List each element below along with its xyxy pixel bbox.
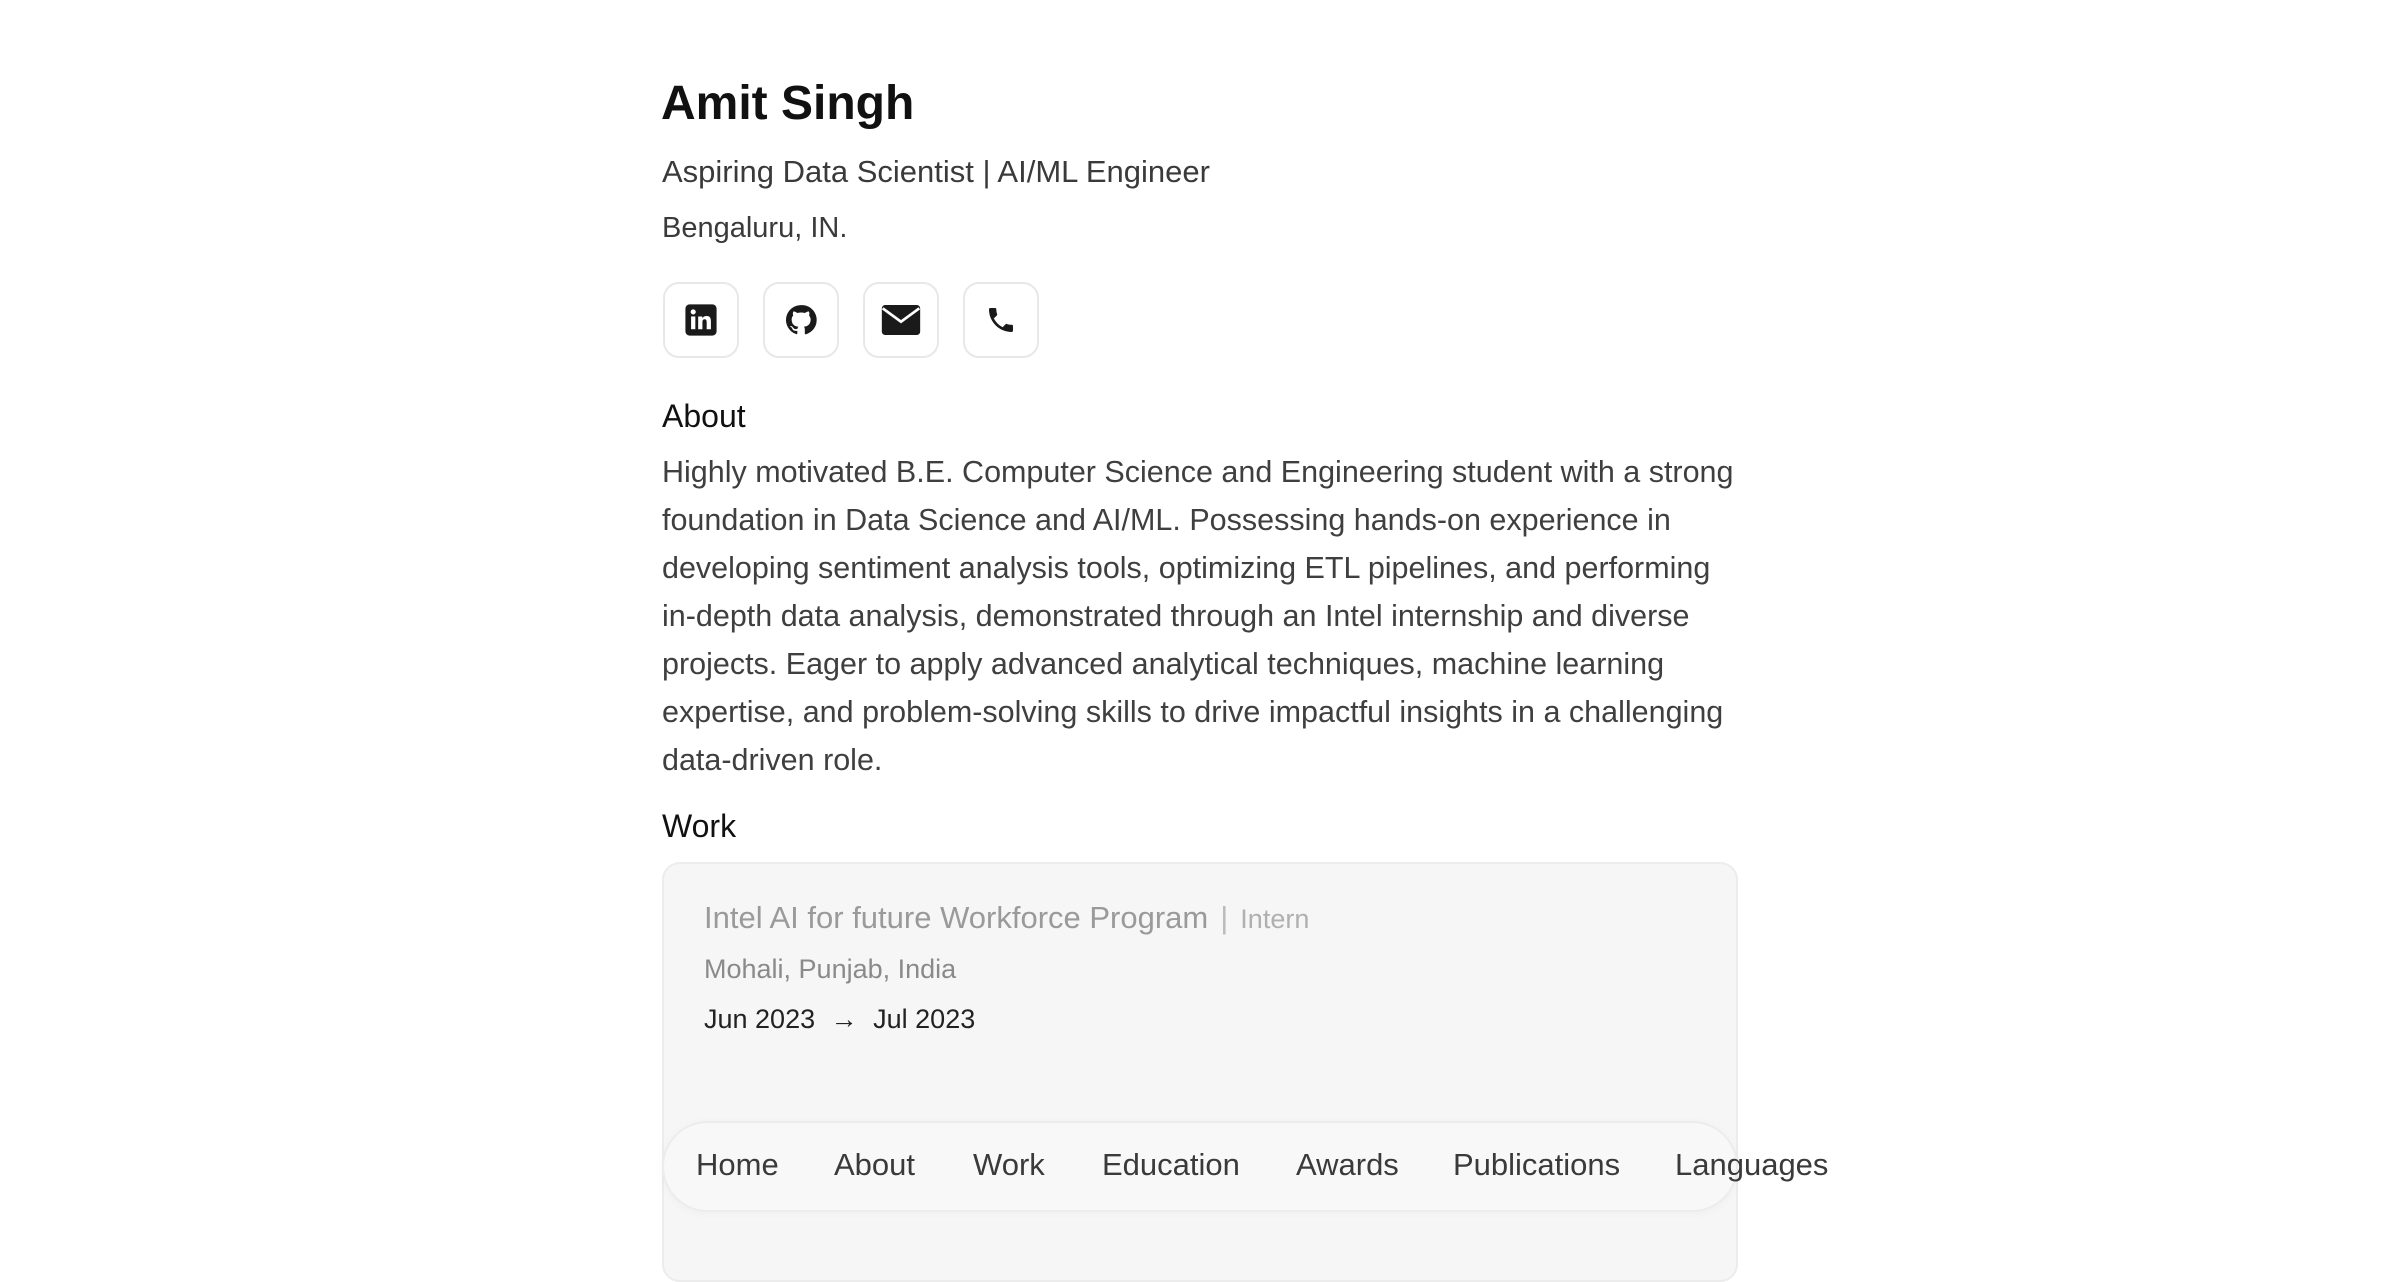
nav-education[interactable]: Education	[1102, 1147, 1240, 1182]
email-button[interactable]	[863, 282, 939, 358]
work-item-header	[704, 900, 1309, 936]
nav-home[interactable]: Home	[696, 1147, 779, 1182]
nav-languages[interactable]: Languages	[1675, 1147, 1829, 1182]
email-icon	[881, 303, 921, 337]
nav-about[interactable]: About	[834, 1147, 916, 1182]
phone-button[interactable]	[963, 282, 1039, 358]
about-text: Highly motivated B.E. Computer Science and Engineering student with a strong foundation in Data Science and AI/ML. Possessing hands-on experience in developing sentiment analysis tools, optimizing ETL pipelines, and performing in-depth data analysis, demonstrated through an Intel internship and diverse projects. Eager to apply advanced analytical techniques, machine learning expertise, and problem-solving skills to drive impactful insights in a challenging data-driven role.	[662, 455, 1734, 777]
profile-name: Amit Singh	[661, 77, 915, 130]
work-separator: |	[1220, 900, 1229, 935]
phone-icon	[985, 304, 1017, 336]
github-icon	[784, 303, 818, 337]
linkedin-icon	[684, 303, 718, 337]
work-start: Jun 2023	[704, 1004, 816, 1034]
nav-awards[interactable]: Awards	[1296, 1147, 1399, 1182]
about-heading: About	[662, 398, 746, 434]
floating-nav-bar	[662, 1121, 1829, 1212]
nav-publications[interactable]: Publications	[1453, 1147, 1621, 1182]
work-dates	[704, 1004, 975, 1035]
linkedin-button[interactable]	[663, 282, 739, 358]
arrow-right-icon: →	[830, 1004, 858, 1034]
work-heading: Work	[662, 808, 737, 844]
profile-title: Aspiring Data Scientist | AI/ML Engineer	[662, 154, 1210, 189]
github-button[interactable]	[763, 282, 839, 358]
work-company: Intel AI for future Workforce Program	[704, 900, 1209, 935]
work-role: Intern	[1240, 904, 1310, 934]
work-location: Mohali, Punjab, India	[704, 954, 957, 984]
profile-location: Bengaluru, IN.	[662, 212, 848, 244]
work-end: Jul 2023	[873, 1004, 976, 1034]
nav-work[interactable]: Work	[973, 1147, 1045, 1182]
